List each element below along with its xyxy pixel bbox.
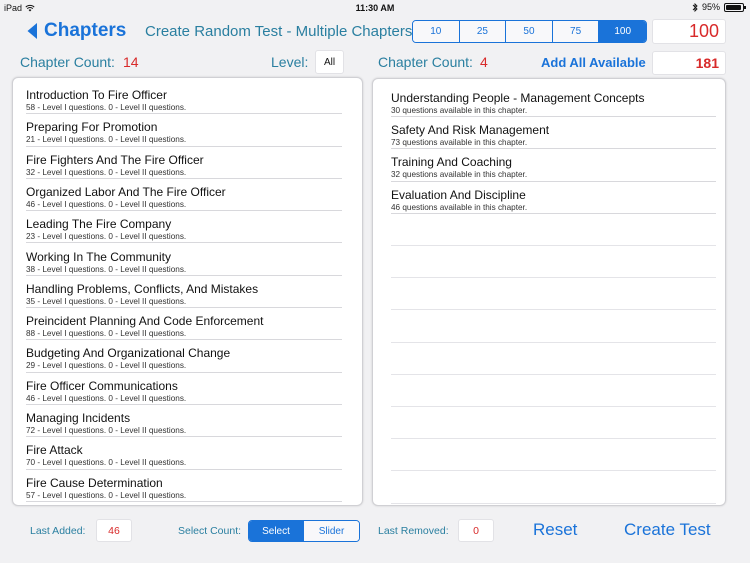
chapter-title: Organized Labor And The Fire Officer: [26, 184, 226, 199]
selected-chapter-title: Training And Coaching: [391, 155, 512, 170]
chapter-list-item[interactable]: [26, 244, 342, 276]
selected-chapter-item[interactable]: [391, 182, 716, 214]
chapter-list-item[interactable]: [26, 82, 342, 114]
select-mode-button[interactable]: Select: [249, 521, 304, 541]
empty-row-separator: [391, 245, 716, 246]
chevron-left-icon: [26, 22, 38, 40]
chapter-question-counts: 46 - Level I questions. 0 - Level II questions.: [26, 393, 187, 403]
empty-row-separator: [391, 406, 716, 407]
chapter-title: Fire Officer Communications: [26, 378, 178, 393]
back-button-label: Chapters: [44, 20, 127, 41]
chapter-question-counts: 88 - Level I questions. 0 - Level II questions.: [26, 329, 187, 339]
chapter-question-counts: 29 - Level I questions. 0 - Level II questions.: [26, 361, 187, 371]
nav-bar: [0, 16, 750, 46]
chapter-question-counts: 38 - Level I questions. 0 - Level II questions.: [26, 264, 187, 274]
chapter-title: Preincident Planning And Code Enforcement: [26, 314, 264, 329]
selected-chapter-count-label: Chapter Count:: [378, 54, 473, 70]
selected-chapter-title: Evaluation And Discipline: [391, 187, 526, 202]
chapter-question-counts: 23 - Level I questions. 0 - Level II questions.: [26, 232, 187, 242]
status-bar: [0, 0, 750, 16]
chapter-title: Fire Cause Determination: [26, 475, 163, 490]
chapter-list-item[interactable]: [26, 437, 342, 469]
chapter-list-item[interactable]: [26, 211, 342, 243]
level-label: Level:: [271, 54, 309, 70]
empty-row-separator: [391, 438, 716, 439]
selected-chapter-count-value: 4: [480, 54, 488, 70]
selected-chapter-availability: 32 questions available in this chapter.: [391, 170, 528, 180]
chapter-list-item[interactable]: [26, 340, 342, 372]
chapter-list-item[interactable]: [26, 147, 342, 179]
battery-icon: [724, 3, 744, 12]
count-option-10[interactable]: 10: [413, 21, 460, 42]
chapter-title: Handling Problems, Conflicts, And Mistakes: [26, 281, 259, 296]
available-chapters-list[interactable]: [12, 77, 363, 506]
chapter-question-counts: 72 - Level I questions. 0 - Level II questions.: [26, 426, 187, 435]
last-removed-value: 0: [458, 519, 494, 542]
selected-chapter-title: Safety And Risk Management: [391, 123, 550, 138]
available-questions-display: 181: [652, 51, 726, 75]
chapter-question-counts: 35 - Level I questions. 0 - Level II questions.: [26, 296, 187, 306]
create-test-button[interactable]: Create Test: [624, 520, 711, 539]
chapter-list-item[interactable]: [26, 114, 342, 146]
selected-chapter-title: Understanding People - Management Concepts: [391, 91, 645, 105]
empty-row-separator: [391, 309, 716, 310]
chapter-title: Fire Attack: [26, 443, 83, 458]
empty-row-separator: [391, 374, 716, 375]
chapter-title: Working In The Community: [26, 249, 171, 264]
level-selector-button[interactable]: All: [315, 50, 344, 74]
chapter-list-item[interactable]: [26, 373, 342, 405]
reset-button[interactable]: Reset: [533, 520, 578, 539]
count-option-50[interactable]: 50: [506, 21, 553, 42]
slider-mode-button[interactable]: Slider: [304, 521, 359, 541]
count-option-75[interactable]: 75: [553, 21, 600, 42]
selected-chapter-availability: 73 questions available in this chapter.: [391, 138, 528, 148]
chapter-list-item[interactable]: [26, 308, 342, 340]
selected-chapter-item[interactable]: [391, 85, 716, 117]
selected-chapter-availability: 30 questions available in this chapter.: [391, 106, 528, 115]
selected-chapter-item[interactable]: [391, 117, 716, 149]
empty-row-separator: [391, 503, 716, 504]
back-button[interactable]: [26, 20, 126, 42]
chapter-question-counts: 46 - Level I questions. 0 - Level II questions.: [26, 199, 187, 209]
chapter-title: Leading The Fire Company: [26, 217, 172, 232]
last-added-label: Last Added:: [30, 525, 86, 537]
chapter-list-item[interactable]: [26, 470, 342, 502]
question-count-display: 100: [652, 19, 726, 44]
chapter-title: Introduction To Fire Officer: [26, 88, 167, 102]
selected-chapter-item[interactable]: [391, 149, 716, 181]
selected-chapters-list[interactable]: [372, 78, 726, 506]
status-right: [692, 2, 744, 12]
selected-chapter-availability: 46 questions available in this chapter.: [391, 202, 528, 212]
chapter-question-counts: 58 - Level I questions. 0 - Level II questions.: [26, 103, 187, 112]
add-all-available-button[interactable]: Add All Available: [541, 55, 646, 70]
chapter-title: Fire Fighters And The Fire Officer: [26, 152, 204, 167]
empty-row-separator: [391, 470, 716, 471]
question-count-selector: [412, 20, 647, 43]
chapter-list-item[interactable]: [26, 405, 342, 437]
count-option-25[interactable]: 25: [460, 21, 507, 42]
chapter-list-item[interactable]: [26, 276, 342, 308]
last-added-value: 46: [96, 519, 132, 542]
chapter-title: Budgeting And Organizational Change: [26, 346, 231, 361]
chapter-title: Preparing For Promotion: [26, 120, 158, 135]
chapter-question-counts: 57 - Level I questions. 0 - Level II questions.: [26, 490, 187, 500]
chapter-count-label: Chapter Count:: [20, 54, 115, 70]
select-mode-control: [248, 520, 360, 542]
last-removed-label: Last Removed:: [378, 525, 449, 537]
status-time: 11:30 AM: [355, 3, 395, 13]
chapter-question-counts: 21 - Level I questions. 0 - Level II questions.: [26, 135, 187, 145]
empty-row-separator: [391, 277, 716, 278]
chapter-list-item[interactable]: [26, 179, 342, 211]
chapter-title: Managing Incidents: [26, 411, 131, 425]
chapter-count-value: 14: [123, 54, 139, 70]
count-option-100[interactable]: 100: [599, 21, 646, 42]
chapter-question-counts: 70 - Level I questions. 0 - Level II questions.: [26, 458, 187, 468]
battery-percent: 95%: [701, 2, 720, 12]
page-title: Create Random Test - Multiple Chapters: [145, 23, 413, 40]
select-count-label: Select Count:: [178, 525, 242, 537]
bluetooth-icon: [692, 3, 698, 12]
device-label: iPad: [4, 3, 23, 13]
chapter-question-counts: 32 - Level I questions. 0 - Level II questions.: [26, 167, 187, 177]
empty-row-separator: [391, 342, 716, 343]
